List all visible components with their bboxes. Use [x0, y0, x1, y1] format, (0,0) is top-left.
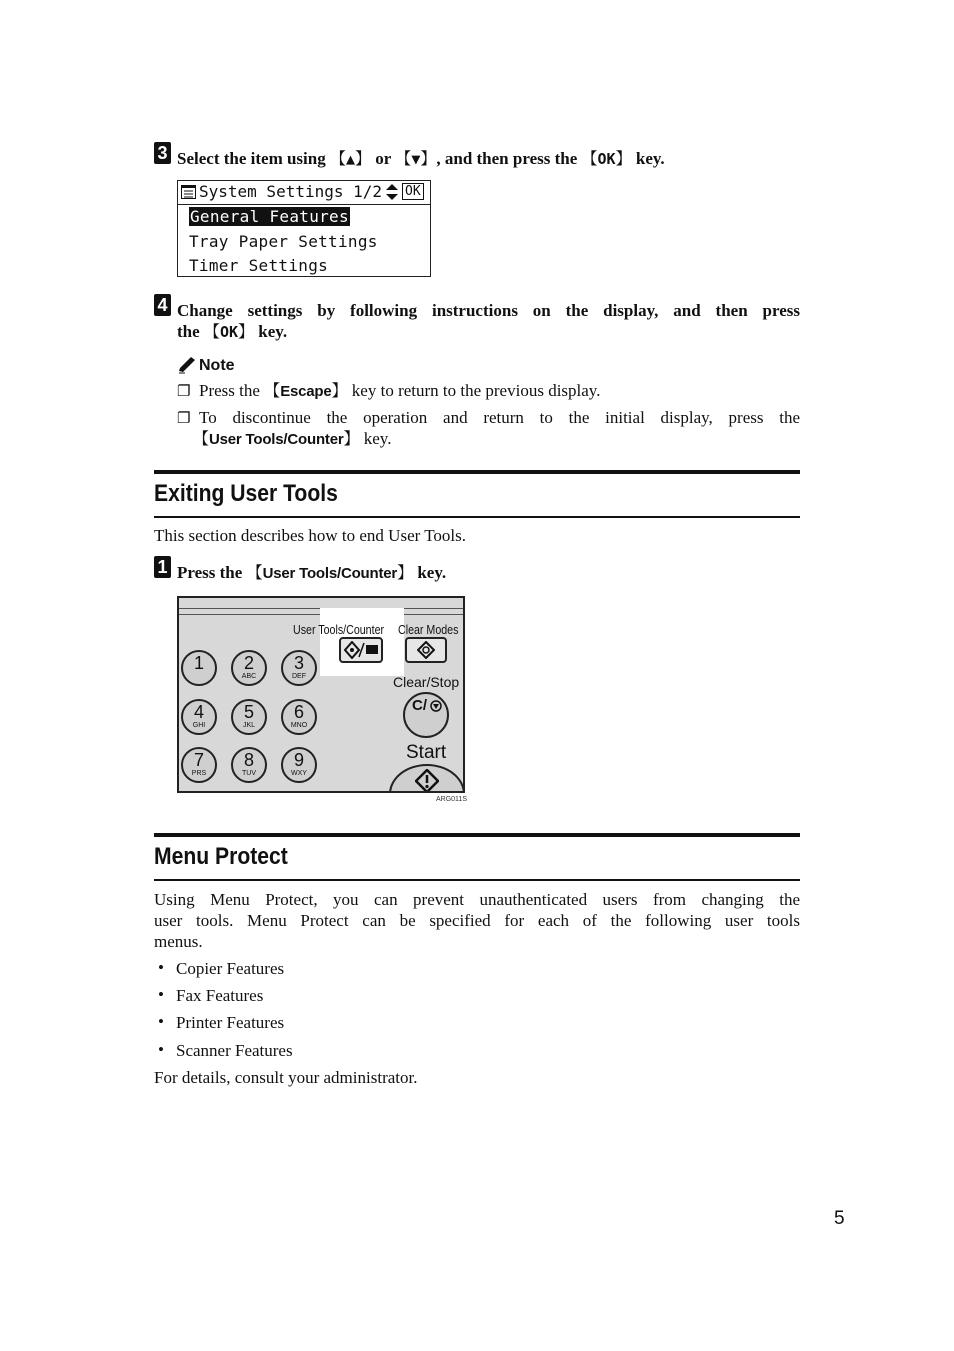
checkbox-icon: ❐: [177, 382, 191, 400]
keypad-key-9[interactable]: [281, 747, 317, 783]
keypad-letters: PRS: [191, 770, 207, 777]
menu-protect-para-line-1: Using Menu Protect, you can prevent unauthenticated users from changing the: [154, 890, 800, 909]
start-button[interactable]: [389, 764, 465, 793]
menu-list-icon: [181, 185, 196, 199]
keypad-key-2[interactable]: [231, 650, 267, 686]
clear-modes-icon: [417, 641, 435, 659]
up-arrow-key: ▲: [346, 150, 356, 168]
step-1-number: 1: [154, 556, 171, 578]
keypad-digit: 9: [293, 750, 304, 770]
user-tools-counter-icon: [344, 641, 380, 659]
pencil-note-icon: [177, 356, 197, 374]
section-rule-bottom: [154, 516, 800, 518]
step-3-text: Select the item using 【▲】 or 【▼】, and then press the 【OK】 key.: [177, 149, 665, 168]
list-item-printer-features: Printer Features: [176, 1013, 285, 1032]
clear-modes-label: Clear Modes: [398, 622, 459, 637]
list-item-scanner-features: Scanner Features: [176, 1041, 293, 1060]
clear-stop-button[interactable]: [403, 692, 449, 738]
clear-stop-glyph: C/: [412, 697, 427, 714]
list-item-fax-features: Fax Features: [176, 986, 264, 1005]
keypad-digit: 1: [193, 653, 204, 673]
section-title-exiting-user-tools: Exiting User Tools: [154, 480, 338, 507]
bullet-dot: •: [158, 985, 164, 1004]
note-title: Note: [199, 357, 235, 374]
checkbox-icon: ❐: [177, 409, 191, 427]
keypad-key-5[interactable]: [231, 699, 267, 735]
lcd-display: [177, 180, 431, 277]
section-rule-bottom: [154, 879, 800, 881]
section-rule-top: [154, 470, 800, 474]
keypad-key-6[interactable]: [281, 699, 317, 735]
lcd-title-bar: [178, 181, 430, 205]
keypad-digit: 2: [243, 653, 254, 673]
user-tools-counter-key: User Tools/Counter: [209, 431, 344, 448]
keypad-letters: TUV: [242, 770, 256, 777]
keypad-letters: WXY: [291, 770, 307, 777]
stop-icon: [430, 700, 442, 712]
lcd-item-general-features: General Features: [190, 207, 349, 226]
page-number: 5: [834, 1208, 845, 1229]
escape-key: Escape: [280, 383, 332, 400]
down-arrow-key: ▼: [411, 150, 421, 168]
note-item-1: Press the 【Escape】 key to return to the previous display.: [199, 381, 601, 400]
bullet-dot: •: [158, 1012, 164, 1031]
section-title-menu-protect: Menu Protect: [154, 843, 288, 870]
lcd-item-tray-paper-settings: Tray Paper Settings: [189, 232, 378, 251]
bullet-dot: •: [158, 1040, 164, 1059]
step-3-number: 3: [154, 142, 171, 164]
keypad-letters: DEF: [292, 673, 306, 680]
step-1-text: Press the 【User Tools/Counter】 key.: [177, 563, 447, 582]
lcd-item-timer-settings: Timer Settings: [189, 256, 329, 275]
lcd-title: System Settings 1/2: [199, 182, 383, 201]
figure-code: ARG011S: [436, 796, 467, 803]
keypad-digit: 8: [243, 750, 254, 770]
keypad-key-8[interactable]: [231, 747, 267, 783]
keypad-digit: 3: [293, 653, 304, 673]
lcd-ok-box: OK: [402, 183, 424, 200]
note-item-2-line-1: To discontinue the operation and return to the initial display, press the: [199, 408, 800, 427]
step-4-number: 4: [154, 294, 171, 316]
step-4-line-2: the 【OK】 key.: [177, 322, 288, 341]
keypad-key-1[interactable]: [181, 650, 217, 686]
keypad-key-4[interactable]: [181, 699, 217, 735]
list-item-copier-features: Copier Features: [176, 959, 285, 978]
menu-protect-para-line-2: user tools. Menu Protect can be specified for each of the following user tools: [154, 911, 800, 930]
keypad-key-7[interactable]: [181, 747, 217, 783]
keypad-digit: 6: [293, 702, 304, 722]
menu-protect-footer: For details, consult your administrator.: [154, 1068, 418, 1087]
keypad-letters: JKL: [242, 722, 256, 729]
start-label: Start: [406, 742, 447, 763]
keypad-digit: 7: [193, 750, 204, 770]
keypad-letters: ABC: [241, 673, 257, 680]
keypad-letters: GHI: [192, 722, 206, 729]
up-down-arrow-icon: [386, 184, 398, 200]
control-panel-illustration: [177, 596, 465, 793]
keypad-digit: 5: [243, 702, 254, 722]
user-tools-counter-button[interactable]: [339, 637, 383, 663]
keypad-key-3[interactable]: [281, 650, 317, 686]
bullet-dot: •: [158, 958, 164, 977]
menu-protect-para-line-3: menus.: [154, 932, 203, 951]
ok-key: OK: [219, 323, 238, 341]
note-item-2-line-2: 【User Tools/Counter】 key.: [193, 429, 392, 448]
step-4-line-1: Change settings by following instructions on the display, and then press: [177, 301, 800, 320]
exiting-description: This section describes how to end User Tools.: [154, 526, 467, 545]
clear-modes-button[interactable]: [405, 637, 447, 663]
clear-stop-label: Clear/Stop: [393, 674, 460, 690]
user-tools-counter-label: User Tools/Counter: [293, 622, 385, 637]
ok-key: OK: [597, 150, 616, 168]
section-rule-top: [154, 833, 800, 837]
keypad-digit: 4: [193, 702, 204, 722]
start-icon: [415, 769, 439, 793]
user-tools-counter-key: User Tools/Counter: [262, 565, 398, 582]
keypad-letters: MNO: [290, 722, 308, 729]
